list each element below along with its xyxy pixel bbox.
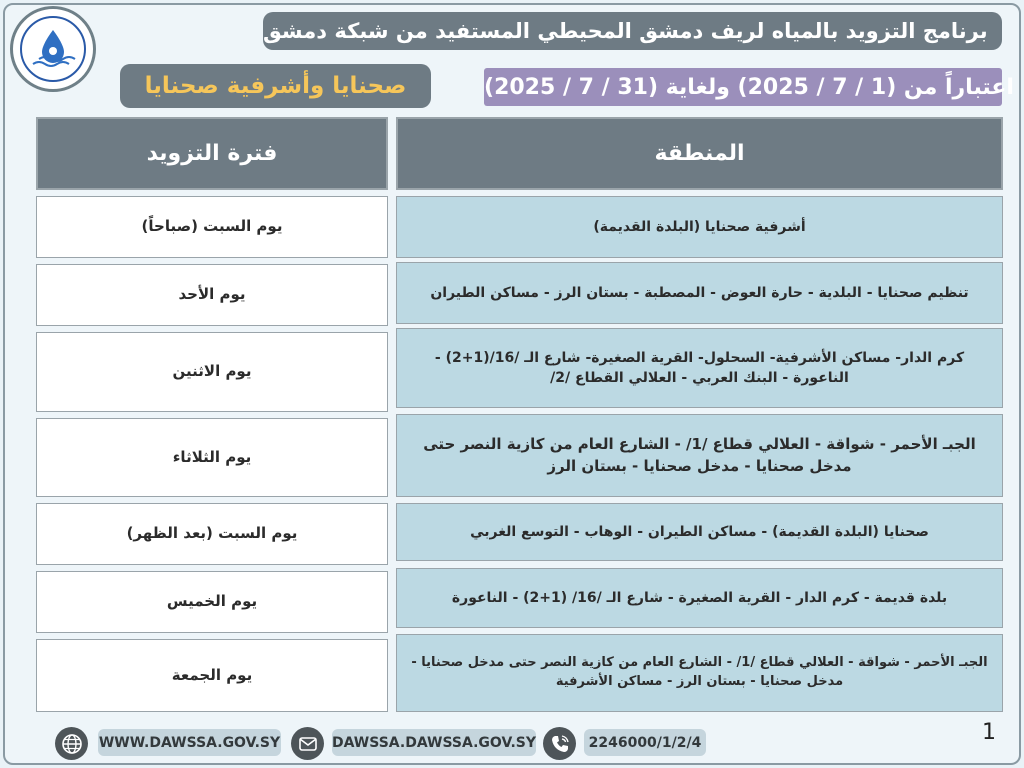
schedule-period: يوم الاثنين — [36, 332, 388, 412]
phone-icon — [543, 727, 576, 760]
phone-number[interactable]: 2246000/1/2/4 — [584, 729, 706, 756]
schedule-period: يوم السبت (بعد الظهر) — [36, 503, 388, 565]
organization-logo — [10, 6, 96, 92]
schedule-region: الجبـ الأحمر - شواقة - العلالي قطاع /1/ - الشارع العام من كازية النصر حتى مدخل صحنايا - مدخل صحنايا - بستان الرز — [396, 414, 1003, 497]
website-link[interactable]: WWW.DAWSSA.GOV.SY — [98, 729, 281, 756]
document-title: برنامج التزويد بالمياه لريف دمشق المحيطي المستفيد من شبكة دمشق — [263, 12, 1002, 50]
page-number: 1 — [982, 720, 996, 745]
water-drop-logo-icon — [20, 16, 86, 82]
schedule-period: يوم الجمعة — [36, 639, 388, 712]
globe-icon — [55, 727, 88, 760]
schedule-period: يوم الثلاثاء — [36, 418, 388, 497]
column-header-region: المنطقة — [396, 117, 1003, 190]
schedule-period: يوم السبت (صباحاً) — [36, 196, 388, 258]
schedule-region: تنظيم صحنايا - البلدية - حارة العوض - المصطبة - بستان الرز - مساكن الطيران — [396, 262, 1003, 324]
date-range: اعتباراً من (1 / 7 / 2025) ولغاية (31 / 7 / 2025) — [484, 68, 1002, 106]
area-label: صحنايا وأشرفية صحنايا — [120, 64, 431, 108]
column-header-period: فترة التزويد — [36, 117, 388, 190]
schedule-region: الجبـ الأحمر - شواقة - العلالي قطاع /1/ - الشارع العام من كازية النصر حتى مدخل صحنايا - مدخل صحنايا - بستان الرز - مساكن الأشرفية — [396, 634, 1003, 712]
schedule-region: أشرفية صحنايا (البلدة القديمة) — [396, 196, 1003, 258]
schedule-region: بلدة قديمة - كرم الدار - القرية الصغيرة - شارع الـ /16/ (1+2) - الناعورة — [396, 568, 1003, 628]
email-link[interactable]: DAWSSA.DAWSSA.GOV.SY — [332, 729, 536, 756]
mail-icon — [291, 727, 324, 760]
schedule-region: كرم الدار- مساكن الأشرفية- السحلول- القرية الصغيرة- شارع الـ /16/(1+2) - الناعورة - البنك العربي - العلالي القطاع /2/ — [396, 328, 1003, 408]
schedule-period: يوم الخميس — [36, 571, 388, 633]
schedule-region: صحنايا (البلدة القديمة) - مساكن الطيران - الوهاب - التوسع الغربي — [396, 503, 1003, 561]
schedule-period: يوم الأحد — [36, 264, 388, 326]
